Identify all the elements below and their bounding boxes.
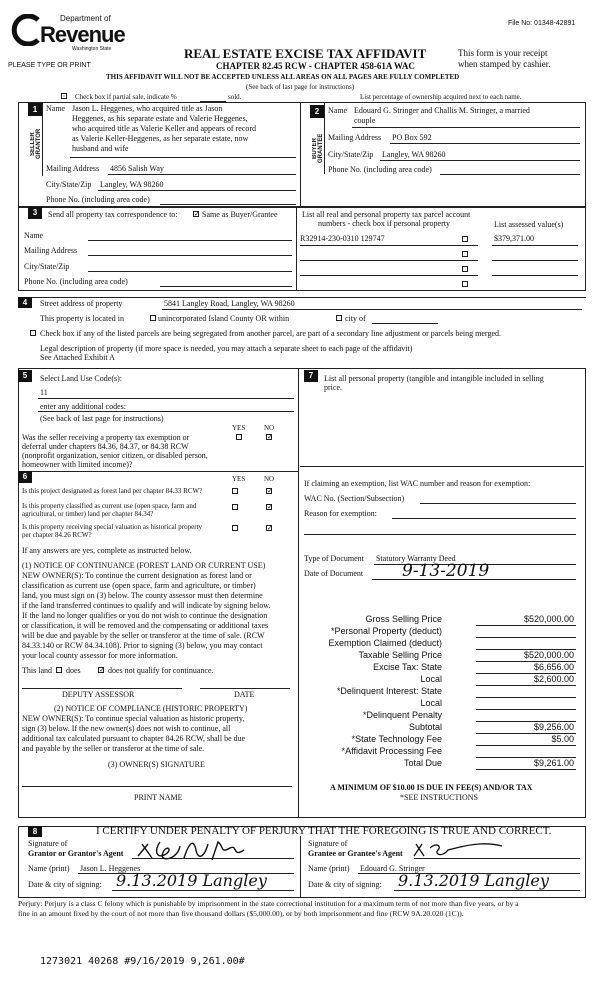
same-as-buyer-label: Same as Buyer/Grantee [202,210,278,219]
does-label: does [66,666,81,675]
partial-sale-checkbox[interactable] [61,93,67,99]
wac-label: WAC No. (Section/Subsection) [304,494,405,503]
doc-date-line [372,579,576,580]
legal-field[interactable]: See Attached Exhibit A [40,353,115,362]
fee-value-line [476,685,576,686]
fee-value-line [476,769,576,770]
section-1-number: 1 [28,103,42,116]
exemption-no-checkbox[interactable]: ✓ [267,433,273,441]
s5-see-back: (See back of last page for instructions) [40,414,164,423]
fee-label: *State Technology Fee [351,734,442,744]
seller-label-divider [42,102,43,176]
current-use-yes-checkbox[interactable] [232,504,238,510]
send-correspondence-label: Send all property tax correspondence to: [48,210,178,219]
deputy-date-line[interactable] [200,688,290,689]
section-8-number: 8 [28,826,42,837]
same-as-buyer-checkbox[interactable]: ✓ [194,210,200,218]
seller-mailing-field[interactable]: 4856 Salish Way [110,164,164,173]
forest-no-checkbox[interactable]: ✓ [267,487,273,495]
parcel-2-checkbox[interactable] [462,251,468,257]
fee-value-line [476,709,576,710]
s3-phone-line[interactable] [160,286,292,287]
fee-value[interactable]: $9,261.00 [533,758,574,768]
fee-label: Subtotal [408,722,442,732]
certify-statement: I CERTIFY UNDER PENALTY OF PERJURY THAT THE FOREGOING IS TRUE AND CORRECT. [96,825,552,837]
section-7-number: 7 [304,370,318,382]
historic-yes-checkbox[interactable] [232,525,238,531]
notice2-line-4: additional tax calculated pursuant to chapter 84.26 RCW, shall be due [22,734,246,743]
land-use-line [38,398,294,399]
buyer-vertical-label: BUYER GRANTEE [312,133,324,163]
fee-label: *Delinquent Penalty [362,710,442,720]
perjury-line-1: Perjury: Perjury is a class C felony which is punishable by imprisonment in the state correctional institution for a maximum term of not more than five years, or by a [18,899,519,908]
section-8-divider [300,836,301,898]
buyer-name-label: Name [328,106,348,115]
agency-top: Department of [60,14,111,23]
seller-city-label: City/State/Zip [46,180,92,189]
section-2-number: 2 [310,105,324,118]
buyer-name-line-2[interactable]: couple [354,116,376,125]
reason-line[interactable] [392,518,576,519]
seller-vertical-label: SELLER GRANTOR [30,128,42,160]
buyer-city-line [380,160,580,161]
assessed-line-2 [492,260,578,261]
assessed-value[interactable]: $379,371.00 [494,234,534,243]
notice1-line-9: 84.33.140 or RCW 84.34.108). Prior to signing (3) below, you may contact [22,641,263,650]
exemption-question-1: Was the seller receiving a property tax exemption or [22,433,190,442]
forest-yes-checkbox[interactable] [232,488,238,494]
forest-land-question: Is this project designated as forest land per chapter 84.33 RCW? [22,487,203,495]
fee-label: *Affidavit Processing Fee [341,746,442,756]
section-3-number: 3 [28,207,42,219]
fee-value-line [476,745,576,746]
notice1-line-7: or classification, it will be removed and the compensating or additional taxes [22,621,269,630]
fee-value[interactable]: $6,656.00 [533,662,574,672]
owner-signature-label: (3) OWNER(S) SIGNATURE [108,760,205,769]
fee-value[interactable]: $5.00 [551,734,574,744]
parcels-header-1: List all real and personal property tax parcel account [302,210,471,219]
fee-label: *Delinquent Interest: State [336,686,442,696]
parcels-header-2: numbers - check box if personal property [318,219,450,228]
seller-name-line-3[interactable]: who acquired title as Valerie Keller and appears of record [72,124,256,133]
fee-value-line [476,625,576,626]
sold-label: sold. [228,93,242,101]
partial-sale-label: Check box if partial sale, indicate % [75,93,177,101]
historic-question-2: per chapter 84.26 RCW? [22,531,92,539]
s5-yes-header: YES [232,424,246,432]
assessed-header: List assessed value(s) [494,220,564,229]
current-use-question-1: Is this property classified as current use (open space, farm and [22,502,197,510]
s3-city-label: City/State/Zip [24,262,70,271]
notice2-line-2: NEW OWNER(S): To continue special valuation as historic property, [22,714,245,723]
reason-label: Reason for exemption: [304,509,377,518]
please-type: PLEASE TYPE OR PRINT [8,62,91,69]
parcel-4-checkbox[interactable] [462,281,468,287]
fee-label: Gross Selling Price [365,614,442,624]
buyer-mailing-line [390,143,580,144]
s6-no-header: NO [264,475,275,483]
seller-name-line-5[interactable]: husband and wife [72,144,129,153]
parcel-line-3 [300,275,478,276]
seller-city-line [98,190,296,191]
sections-5-7-divider [298,368,299,818]
seller-name-line-1[interactable]: Jason L. Heggenes, who acquired title as Jason [72,104,223,113]
fee-label: Total Due [403,758,442,768]
fee-value-line [476,637,576,638]
fee-value[interactable]: $9,256.00 [533,722,574,732]
buyer-city-label: City/State/Zip [328,150,374,159]
exemption-question-4: homeowner with limited income)? [22,460,133,469]
parcel-3-checkbox[interactable] [462,266,468,272]
section-3-divider [296,207,297,291]
notice2-line-1: (2) NOTICE OF COMPLIANCE (HISTORIC PROPERTY) [54,704,248,713]
parties-divider [300,102,301,207]
section-6-number: 6 [18,471,32,483]
additional-codes-line[interactable] [38,411,294,412]
doc-type-label: Type of Document [304,554,364,563]
city-of-label: city of [345,314,366,323]
notice1-line-1: (1) NOTICE OF CONTINUANCE (FOREST LAND OR CURRENT USE) [22,561,266,570]
s3-city-line[interactable] [88,271,292,272]
historic-question-1: Is this property receiving special valuation as historical property [22,523,203,531]
doc-type-field[interactable]: Statutory Warranty Deed [376,554,456,563]
personal-property-label-1: List all personal property (tangible and intangible included in selling [324,374,544,383]
fee-value-line [476,697,576,698]
land-does-checkbox[interactable] [56,667,62,673]
grantor-sig-label-2: Grantor or Grantor's Agent [28,849,124,858]
located-label-2: unincorporated Island County OR within [158,314,290,323]
notice2-line-3: sign (3) below. If the new owner(s) does not wish to continue, all [22,724,231,733]
seller-city-field[interactable]: Langley, WA 98260 [100,180,164,189]
s3-name-line[interactable] [88,240,292,241]
agency-state: Washington State [72,46,112,52]
current-use-no-checkbox[interactable]: ✓ [267,503,273,511]
section-4-rule [18,297,586,298]
fee-label: Taxable Selling Price [358,650,442,660]
fee-label: Local [420,698,442,708]
assessed-line-3 [492,275,578,276]
notice1-line-8: will be due and payable by the seller or transferor at the time of sale. (RCW [22,631,265,640]
s3-mailing-line[interactable] [88,255,292,256]
receipt-note-2: when stamped by cashier. [458,59,551,69]
s5-no-header: NO [264,424,275,432]
segregated-label: Check box if any of the listed parcels are being segregated from another parcel, are part of a secondary line adjustment or parcels being merged. [40,329,501,338]
notice1-line-6: If the land no longer qualifies or you do not wish to continue the designation [22,611,268,620]
fee-label: *Personal Property (deduct) [330,626,442,636]
street-label: Street address of property [40,299,123,308]
doc-date-field[interactable]: 9-13-2019 [402,561,490,581]
minimum-due-note: A MINIMUM OF $10.00 IS DUE IN FEE(S) AND/OR TAX [330,783,533,792]
fee-label: Excise Tax: State [373,662,442,672]
see-back-header: (See back of last page for instructions) [246,83,355,91]
grantee-date-label: Date & city of signing: [308,880,382,889]
segregated-checkbox[interactable] [30,330,36,336]
notice1-line-10: your local county assessor for more information. [22,651,178,660]
city-of-line[interactable] [372,323,438,324]
fee-value[interactable]: $520,000.00 [523,614,574,624]
seller-name-line-2[interactable]: Heggenes, as his separate estate and Valerie Heggenes, [72,114,248,123]
section-6-rule [18,471,298,472]
exemption-question-2: deferral under chapters 84.36, 84.37, or 84.38 RCW [22,442,189,451]
wac-line[interactable] [420,503,576,504]
assessed-line-1 [492,245,578,246]
personal-property-line[interactable] [300,466,584,467]
cashier-stamp: 1273021 40268 #9/16/2019 9,261.00# [40,956,245,967]
seller-phone-label: Phone No. (including area code) [46,195,150,204]
exemption-question-3: (nonprofit organization, senior citizen, or disabled person, [22,451,208,460]
notice1-line-4: land, you must sign on (3) below. The county assessor must then determine [22,591,263,600]
buyer-phone-line[interactable] [440,174,580,175]
fee-label: Local [420,674,442,684]
land-does-not-checkbox[interactable]: ✓ [99,666,105,674]
notice2-line-5: and payable by the seller or transferor at the time of sale. [22,744,205,753]
land-use-label: Select Land Use Code(s): [40,374,122,383]
historic-no-checkbox[interactable]: ✓ [267,524,273,532]
grantor-name-field[interactable]: Jason L. Heggenes [80,864,141,873]
does-not-label: does not qualify for continuance. [108,666,214,675]
fee-value[interactable]: $520,000.00 [523,650,574,660]
buyer-mailing-field[interactable]: PO Box 592 [392,133,432,142]
exemption-yes-checkbox[interactable] [236,434,242,440]
additional-codes-label: enter any additional codes: [40,402,126,411]
s3-mailing-label: Mailing Address [24,246,78,255]
grantee-sig-label-1: Signature of [308,839,348,848]
grantor-date-line [112,890,294,891]
grantor-sig-label-1: Signature of [28,839,68,848]
receipt-note-1: This form is your receipt [458,48,548,58]
seller-mailing-label: Mailing Address [46,164,100,173]
unincorporated-checkbox[interactable] [150,315,156,321]
grantor-date-label: Date & city of signing: [28,880,102,889]
file-number: File No: 01348-42891 [508,20,576,27]
buyer-label-divider [324,102,325,174]
buyer-name-line-1[interactable]: Edouard G. Stringer and Challis M. Stringer, a married [354,106,530,115]
land-use-code[interactable]: 11 [40,388,48,397]
legal-label: Legal description of property (if more space is needed, you may attach a separate sheet to each page of the affidavit) [40,344,413,353]
within-city-checkbox[interactable] [336,315,342,321]
perjury-line-2: fine in an amount fixed by the court of not more than five thousand dollars ($5,000.00), or by both imprisonment and fine (RCW 9A.20.020 (1C)). [18,909,464,918]
buyer-phone-label: Phone No. (including area code) [328,165,432,174]
s6-yes-header: YES [232,475,246,483]
notice1-line-2: NEW OWNER(S): To continue the current designation as forest land or [22,571,252,580]
completeness-warning: THIS AFFIDAVIT WILL NOT BE ACCEPTED UNLESS ALL AREAS ON ALL PAGES ARE FULLY COMPLETED [106,73,460,81]
owner-signature-line[interactable] [22,786,292,787]
grantor-name-label: Name (print) [28,864,70,873]
section-4-number: 4 [18,297,32,308]
grantee-date-field[interactable]: 9.13.2019 Langley [398,871,549,890]
grantee-sig-label-2: Grantee or Grantee's Agent [308,849,403,858]
current-use-question-2: agricultural, or timber) land per chapter 84.34? [22,510,154,518]
seller-name-underline [70,157,296,158]
seller-name-line-4[interactable]: as Valerie Keller-Heggenes, as her separate estate, now [72,134,249,143]
list-percentage-note: List percentage of ownership acquired next to each name. [360,93,522,101]
grantee-name-field[interactable]: Edouard G. Stringer [360,864,425,873]
this-land-label: This land [22,666,52,675]
s3-name-label: Name [24,231,44,240]
seller-mailing-line [108,174,296,175]
print-name-label: PRINT NAME [134,793,183,802]
seller-phone-line[interactable] [160,204,296,205]
parcel-number[interactable]: R32914-230-0310 129747 [300,234,385,243]
if-any-yes: If any answers are yes, complete as instructed below. [22,546,192,555]
street-line [162,309,582,310]
grantee-name-label: Name (print) [308,864,350,873]
grantee-date-line [394,890,580,891]
form-title: REAL ESTATE EXCISE TAX AFFIDAVIT [184,46,427,61]
buyer-city-field[interactable]: Langley, WA 98260 [382,150,446,159]
doc-date-label: Date of Document [304,569,364,578]
deputy-assessor-line[interactable] [22,688,182,689]
located-label: This property is located in [40,314,124,323]
section-5-number: 5 [18,370,32,382]
buyer-mailing-label: Mailing Address [328,133,382,142]
buyer-name-underline [352,127,580,128]
agency-name: Revenue [40,22,125,47]
notice1-line-5: if the land transferred continues to qualify and will indicate by signing below. [22,601,271,610]
see-instructions-note: *SEE INSTRUCTIONS [400,793,479,802]
parcel-1-checkbox[interactable] [462,236,468,242]
deputy-assessor-label: DEPUTY ASSESSOR [62,690,135,699]
reason-line-2[interactable] [304,534,576,535]
deputy-date-label: DATE [234,690,255,699]
notice1-line-3: classification as current use (open space, farm and agriculture, or timber) [22,581,256,590]
fee-value[interactable]: $2,600.00 [533,674,574,684]
s3-phone-label: Phone No. (including area code) [24,277,128,286]
claiming-exemption-label: If claiming an exemption, list WAC number and reason for exemption: [304,479,531,488]
grantor-date-field[interactable]: 9.13.2019 Langley [116,871,267,890]
personal-property-label-2: price. [324,383,342,392]
fee-label: Exemption Claimed (deduct) [328,638,442,648]
parcel-line-1 [300,245,478,246]
parcel-line-2 [300,260,478,261]
street-field[interactable]: 5841 Langley Road, Langley, WA 98260 [164,299,295,308]
seller-name-label: Name [46,104,66,113]
form-subtitle: CHAPTER 82.45 RCW - CHAPTER 458-61A WAC [216,61,415,71]
